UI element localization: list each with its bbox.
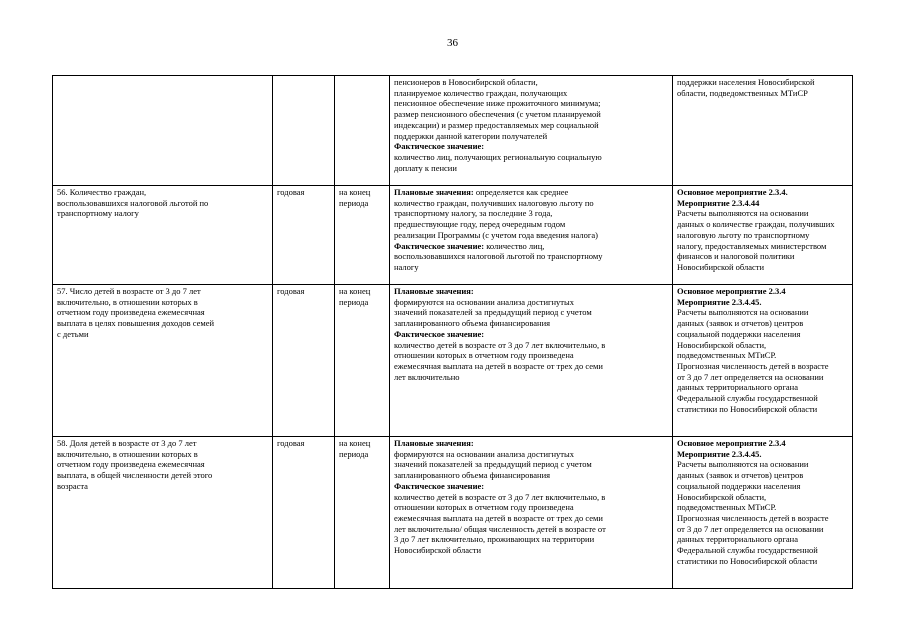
method-line: налогу [394,261,419,272]
source-line: Расчеты выполняются на основании [677,459,809,470]
method-line: Новосибирской области [394,545,482,556]
moment-line: на конец [339,286,371,296]
indicator-line: с детьми [57,328,89,339]
source-line: данных (заявок и отчетов) центров [677,470,804,481]
method-line: отношении которых в отчетном году произведена [394,502,574,513]
method-line: предшествующие году, перед очередным годом [394,219,566,230]
source-line: Мероприятие 2.3.4.45. [677,296,762,307]
source-line: подведомственных МТиСР. [677,350,777,361]
bold-label: Фактическое значение: [394,240,485,251]
method-line: формируются на основании анализа достигнутых [394,448,574,459]
method-line: ежемесячная выплата на детей в возрасте от трех до семи [394,512,603,523]
periodicity-text: годовая [277,187,305,197]
source-line: Новосибирской области, [677,339,767,350]
line-rest: количество лиц, [484,240,545,251]
indicator-line: выплата, в общей численности детей этого [57,470,213,481]
source-line: Прогнозная численность детей в возрасте [677,360,829,371]
moment-line: периода [339,197,369,208]
indicator-line: 56. Количество граждан, [57,187,147,197]
source-line: данных территориального органа [677,382,798,393]
table-row [53,285,853,437]
indicator-line: 57. Число детей в возрасте от 3 до 7 лет [57,286,201,296]
source-line: подведомственных МТиСР. [677,502,777,513]
source-line: Федеральной службы государственной [677,393,818,404]
method-line: ежемесячная выплата на детей в возрасте от трех до семи [394,360,603,371]
indicator-cell [53,437,273,589]
indicator-line: отчетном году произведена ежемесячная [57,459,205,470]
method-line: запланированного объема финансирования [394,470,551,481]
source-line: данных территориального органа [677,534,798,545]
source-cell [673,76,853,186]
method-line [394,187,669,198]
method-line: количество детей в возрасте от 3 до 7 лет включительно, в [394,491,606,502]
source-line: Новосибирской области, [677,491,767,502]
source-line: Расчеты выполняются на основании [677,208,809,219]
page-number: 36 [447,37,458,49]
periodicity-cell [273,76,335,186]
moment-cell [335,186,390,285]
indicators-table [52,75,853,589]
source-line: Мероприятие 2.3.4.44 [677,197,760,208]
method-line: Фактическое значение: [394,480,485,491]
table-row [53,186,853,285]
method-line: индексации) и размер предоставляемых мер социальной [394,119,599,130]
moment-line: на конец [339,438,371,448]
method-cell [390,285,673,437]
indicator-line: включительно, в отношении которых в [57,296,198,307]
source-line: статистики по Новосибирской области [677,555,818,566]
source-cell [673,186,853,285]
method-cell [390,76,673,186]
source-line: социальной поддержки населения [677,480,801,491]
source-line: Федеральной службы государственной [677,545,818,556]
source-line: Мероприятие 2.3.4.45. [677,448,762,459]
method-line: размер пенсионного обеспечения (с учетом планируемой [394,109,601,120]
source-line: поддержки населения Новосибирской [677,77,815,87]
indicator-cell [53,186,273,285]
method-cell [390,437,673,589]
method-line: доплату к пенсии [394,162,457,173]
method-line: Плановые значения: [394,438,474,448]
source-line: Прогнозная численность детей в возрасте [677,512,829,523]
table-row [53,437,853,589]
source-line: от 3 до 7 лет определяется на основании [677,523,824,534]
indicator-line: отчетном году произведена ежемесячная [57,307,205,318]
source-line: Основное мероприятие 2.3.4. [677,187,788,197]
method-line: 3 до 7 лет включительно, проживающих на территории [394,534,595,545]
indicator-line: транспортному налогу [57,208,139,219]
source-cell [673,437,853,589]
method-line: формируются на основании анализа достигнутых [394,296,574,307]
source-line: налоговую льготу по транспортному [677,229,810,240]
method-line: реализации Программы (с учетом года введения налога) [394,229,598,240]
indicator-line: включительно, в отношении которых в [57,448,198,459]
method-line: количество граждан, получивших налоговую льготу по [394,197,594,208]
method-line: количество лиц, получающих региональную социальную [394,151,602,162]
method-line: планируемое количество граждан, получающих [394,87,568,98]
periodicity-cell [273,186,335,285]
method-line: воспользовавшихся налоговой льготой по транспортному [394,251,603,262]
periodicity-text: годовая [277,286,305,296]
method-cell [390,186,673,285]
periodicity-cell [273,285,335,437]
source-line: Основное мероприятие 2.3.4 [677,286,786,296]
indicator-line: 58. Доля детей в возрасте от 3 до 7 лет [57,438,197,448]
moment-cell [335,285,390,437]
table-body [53,76,853,589]
moment-cell [335,437,390,589]
source-line: данных (заявок и отчетов) центров [677,318,804,329]
method-line: Фактическое значение: [394,328,485,339]
method-line: Фактическое значение: [394,141,485,152]
method-line: Плановые значения: [394,286,474,296]
source-line: Расчеты выполняются на основании [677,307,809,318]
method-line: пенсионеров в Новосибирской области, [394,77,538,87]
table-row [53,76,853,186]
source-line: статистики по Новосибирской области [677,403,818,414]
source-line: налогу, предоставляемых министерством [677,240,827,251]
method-line: лет включительно/ общая численность детей в возрасте от [394,523,606,534]
indicator-cell [53,76,273,186]
method-line: транспортному налогу, за последние 3 года, [394,208,553,219]
indicator-line: возраста [57,480,88,491]
method-line [394,241,669,252]
method-line: запланированного объема финансирования [394,318,551,329]
bold-label: Плановые значения: [394,187,474,197]
source-line: Новосибирской области [677,261,765,272]
source-line: данных о количестве граждан, получивших [677,219,835,230]
periodicity-text: годовая [277,438,305,448]
periodicity-cell [273,437,335,589]
line-rest: определяется как среднее [473,187,569,197]
source-line: Основное мероприятие 2.3.4 [677,438,786,448]
method-line: пенсионное обеспечение ниже прожиточного минимума; [394,98,601,109]
method-line: значений показателей за предыдущий период с учетом [394,459,592,470]
indicator-line: воспользовавшихся налоговой льготой по [57,197,209,208]
source-line: области, подведомственных МТиСР [677,87,808,98]
method-line: отношении которых в отчетном году произведена [394,350,574,361]
source-line: финансов и налоговой политики [677,251,795,262]
moment-line: периода [339,296,369,307]
method-line: поддержки данной категории получателей [394,130,548,141]
source-cell [673,285,853,437]
moment-line: периода [339,448,369,459]
moment-line: на конец [339,187,371,197]
source-line: от 3 до 7 лет определяется на основании [677,371,824,382]
indicator-cell [53,285,273,437]
method-line: количество детей в возрасте от 3 до 7 лет включительно, в [394,339,606,350]
source-line: социальной поддержки населения [677,328,801,339]
method-line: значений показателей за предыдущий период с учетом [394,307,592,318]
indicator-line: выплата в целях повышения доходов семей [57,318,215,329]
method-line: лет включительно [394,371,460,382]
moment-cell [335,76,390,186]
